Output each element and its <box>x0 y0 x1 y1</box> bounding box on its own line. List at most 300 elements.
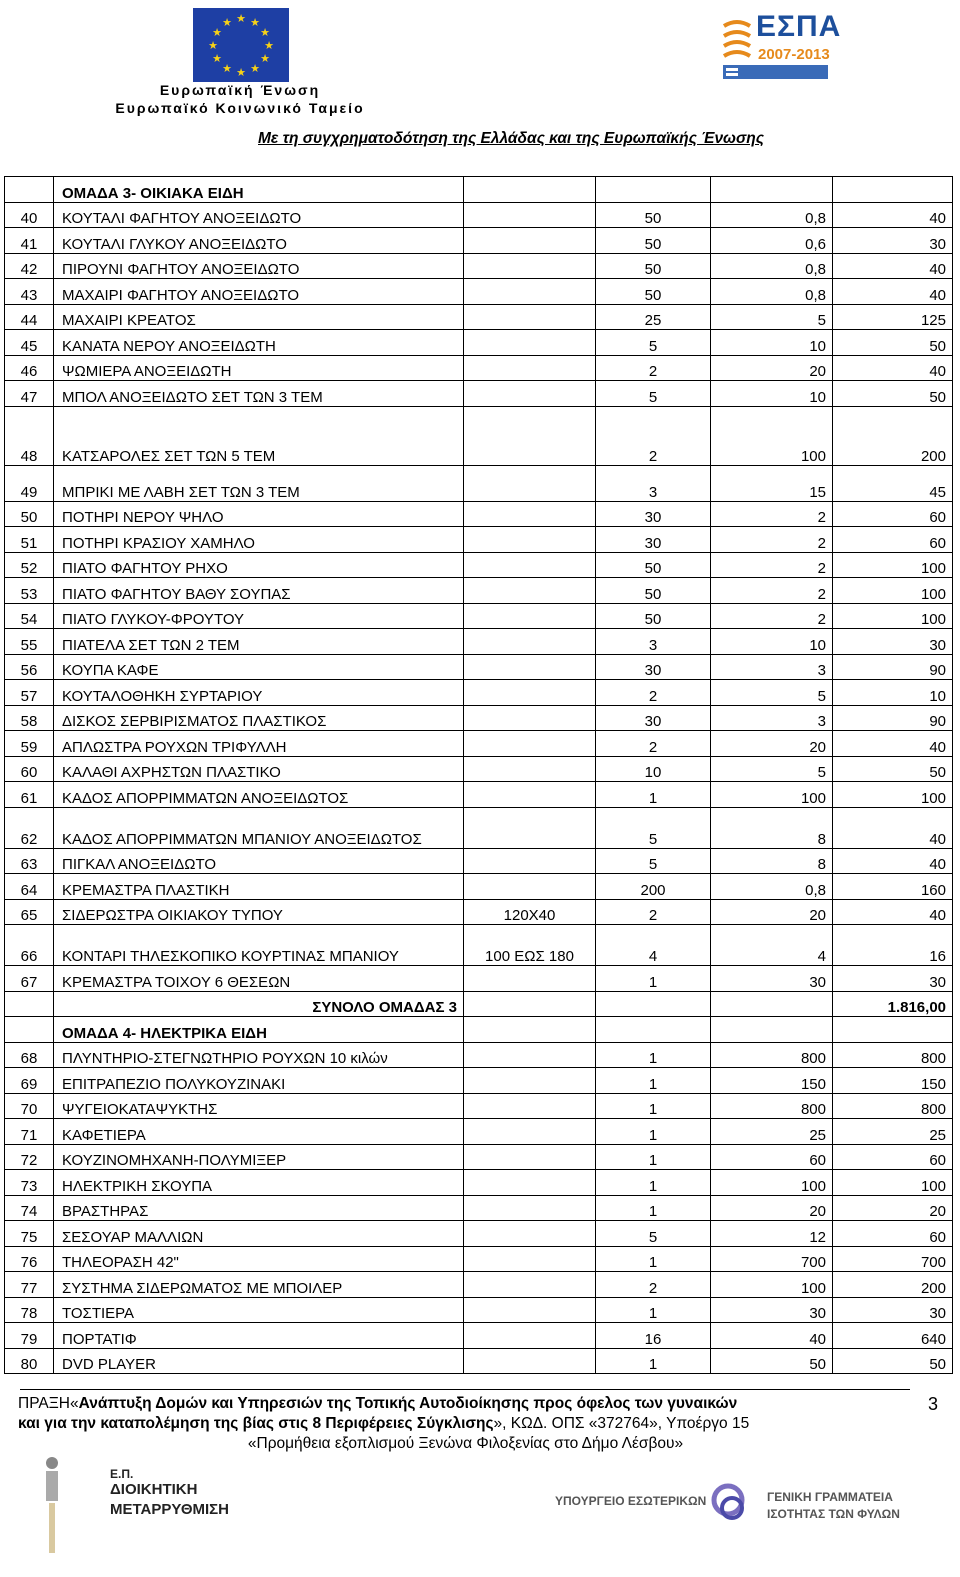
table-row <box>5 966 953 992</box>
item-quantity: 2 <box>596 355 711 381</box>
gender-equality-emblem-icon <box>708 1480 748 1530</box>
item-description: ΠΛΥΝΤΗΡΙΟ-ΣΤΕΓΝΩΤΗΡΙΟ ΡΟΥΧΩΝ 10 κιλών <box>54 1042 464 1068</box>
item-unit-price: 2 <box>711 578 833 604</box>
item-total: 640 <box>833 1323 953 1349</box>
item-number: 50 <box>5 501 54 527</box>
item-total: 50 <box>833 381 953 407</box>
item-number: 46 <box>5 355 54 381</box>
item-spec <box>464 501 596 527</box>
table-row <box>5 1221 953 1247</box>
item-total: 800 <box>833 1042 953 1068</box>
footer-subproject: «Προμήθεια εξοπλισμού Ξενώνα Φιλοξενίας στο Δήμο Λέσβου» <box>247 1435 684 1452</box>
table-row <box>5 1348 953 1374</box>
item-description: ΕΠΙΤΡΑΠΕΖΙΟ ΠΟΛΥΚΟΥΖΙΝΑΚΙ <box>54 1068 464 1094</box>
item-description: ΠΙΡΟΥΝΙ ΦΑΓΗΤΟΥ ΑΝΟΞΕΙΔΩΤΟ <box>54 253 464 279</box>
item-quantity: 1 <box>596 1246 711 1272</box>
item-quantity: 1 <box>596 782 711 808</box>
item-total: 100 <box>833 1170 953 1196</box>
item-spec <box>464 731 596 757</box>
item-description: ΠΙΑΤΟ ΦΑΓΗΤΟΥ ΒΑΘΥ ΣΟΥΠΑΣ <box>54 578 464 604</box>
empty-cell <box>5 991 54 1017</box>
item-number: 48 <box>5 406 54 465</box>
item-description: ΠΙΓΚΑΛ ΑΝΟΞΕΙΔΩΤΟ <box>54 848 464 874</box>
table-row <box>5 1144 953 1170</box>
item-quantity: 3 <box>596 465 711 501</box>
group-total-value: 1.816,00 <box>833 991 953 1017</box>
item-spec <box>464 406 596 465</box>
item-description: ΤΟΣΤΙΕΡΑ <box>54 1297 464 1323</box>
item-total: 25 <box>833 1119 953 1145</box>
item-number: 54 <box>5 603 54 629</box>
item-spec <box>464 355 596 381</box>
item-unit-price: 30 <box>711 966 833 992</box>
item-description: DVD PLAYER <box>54 1348 464 1374</box>
item-unit-price: 30 <box>711 1297 833 1323</box>
item-number: 55 <box>5 629 54 655</box>
item-total: 30 <box>833 228 953 254</box>
svg-text:★: ★ <box>222 62 232 75</box>
item-number: 67 <box>5 966 54 992</box>
item-number: 52 <box>5 552 54 578</box>
item-spec <box>464 1042 596 1068</box>
item-spec <box>464 465 596 501</box>
item-description: ΣΕΣΟΥΑΡ ΜΑΛΛΙΩΝ <box>54 1221 464 1247</box>
item-unit-price: 60 <box>711 1144 833 1170</box>
item-description: ΚΑΝΑΤΑ ΝΕΡΟΥ ΑΝΟΞΕΙΔΩΤΗ <box>54 330 464 356</box>
item-spec <box>464 578 596 604</box>
item-spec <box>464 552 596 578</box>
table-row <box>5 756 953 782</box>
item-unit-price: 4 <box>711 925 833 966</box>
table-row <box>5 1042 953 1068</box>
group-header-row <box>5 177 953 203</box>
item-number: 42 <box>5 253 54 279</box>
item-total: 100 <box>833 552 953 578</box>
footer-text <box>18 1394 913 1454</box>
item-description: ΚΑΔΟΣ ΑΠΟΡΡΙΜΜΑΤΩΝ ΑΝΟΞΕΙΔΩΤΟΣ <box>54 782 464 808</box>
item-spec <box>464 1221 596 1247</box>
svg-text:★: ★ <box>236 66 246 79</box>
item-unit-price: 12 <box>711 1221 833 1247</box>
item-unit-price: 5 <box>711 756 833 782</box>
item-quantity: 2 <box>596 731 711 757</box>
item-total: 150 <box>833 1068 953 1094</box>
table-row <box>5 1297 953 1323</box>
item-spec <box>464 1144 596 1170</box>
item-unit-price: 2 <box>711 527 833 553</box>
espa-bar <box>723 65 828 79</box>
item-spec <box>464 1068 596 1094</box>
person-figure-icon <box>38 1455 66 1555</box>
item-quantity: 30 <box>596 527 711 553</box>
table-row <box>5 629 953 655</box>
table-row <box>5 1068 953 1094</box>
item-description: ΠΙΑΤΕΛΑ ΣΕΤ ΤΩΝ 2 ΤΕΜ <box>54 629 464 655</box>
empty-cell <box>464 991 596 1017</box>
table-row <box>5 874 953 900</box>
item-unit-price: 10 <box>711 330 833 356</box>
item-unit-price: 20 <box>711 1195 833 1221</box>
item-quantity: 5 <box>596 1221 711 1247</box>
item-quantity: 3 <box>596 629 711 655</box>
item-number: 73 <box>5 1170 54 1196</box>
item-total: 20 <box>833 1195 953 1221</box>
item-total: 90 <box>833 705 953 731</box>
item-quantity: 1 <box>596 966 711 992</box>
svg-text:★: ★ <box>208 39 218 52</box>
item-total: 100 <box>833 782 953 808</box>
group-title: ΟΜΑΔΑ 4- ΗΛΕΚΤΡΙΚΑ ΕΙΔΗ <box>54 1017 464 1043</box>
item-spec <box>464 1297 596 1323</box>
empty-cell <box>711 991 833 1017</box>
item-unit-price: 8 <box>711 807 833 848</box>
item-number: 80 <box>5 1348 54 1374</box>
empty-cell <box>833 177 953 203</box>
item-total: 40 <box>833 899 953 925</box>
table-row <box>5 807 953 848</box>
item-unit-price: 100 <box>711 406 833 465</box>
item-description: ΚΑΛΑΘΙ ΑΧΡΗΣΤΩΝ ΠΛΑΣΤΙΚΟ <box>54 756 464 782</box>
item-unit-price: 150 <box>711 1068 833 1094</box>
footer-line-1 <box>18 1394 913 1414</box>
item-unit-price: 0,8 <box>711 279 833 305</box>
item-total: 60 <box>833 1221 953 1247</box>
item-quantity: 30 <box>596 705 711 731</box>
item-unit-price: 20 <box>711 731 833 757</box>
item-number: 58 <box>5 705 54 731</box>
item-spec <box>464 966 596 992</box>
espa-wave-icon <box>720 16 754 60</box>
item-unit-price: 40 <box>711 1323 833 1349</box>
table-row <box>5 501 953 527</box>
table-row <box>5 848 953 874</box>
footer-prefix: ΠΡΑΞΗ« <box>18 1395 79 1412</box>
item-spec <box>464 228 596 254</box>
item-unit-price: 100 <box>711 1170 833 1196</box>
item-quantity: 200 <box>596 874 711 900</box>
item-spec <box>464 1195 596 1221</box>
item-total: 60 <box>833 1144 953 1170</box>
item-total: 90 <box>833 654 953 680</box>
table-row <box>5 279 953 305</box>
item-quantity: 2 <box>596 406 711 465</box>
item-quantity: 2 <box>596 680 711 706</box>
svg-text:★: ★ <box>212 52 222 65</box>
item-quantity: 50 <box>596 202 711 228</box>
empty-cell <box>711 177 833 203</box>
svg-text:★: ★ <box>212 26 222 39</box>
espa-title: ΕΣΠΑ <box>756 10 842 43</box>
espa-logo <box>718 10 842 90</box>
item-quantity: 50 <box>596 552 711 578</box>
item-spec: 120Χ40 <box>464 899 596 925</box>
item-description: ΜΑΧΑΙΡΙ ΚΡΕΑΤΟΣ <box>54 304 464 330</box>
item-unit-price: 2 <box>711 501 833 527</box>
item-total: 40 <box>833 253 953 279</box>
item-number: 44 <box>5 304 54 330</box>
admin-reform-logo <box>38 1455 229 1565</box>
footer-project-title-2: και για την καταπολέμηση της βίας στις 8 Περιφέρειες Σύγκλισης <box>18 1415 494 1432</box>
item-total: 40 <box>833 355 953 381</box>
item-unit-price: 3 <box>711 654 833 680</box>
item-description: ΒΡΑΣΤΗΡΑΣ <box>54 1195 464 1221</box>
item-total: 200 <box>833 1272 953 1298</box>
item-number: 76 <box>5 1246 54 1272</box>
item-description: ΑΠΛΩΣΤΡΑ ΡΟΥΧΩΝ ΤΡΙΦΥΛΛΗ <box>54 731 464 757</box>
empty-cell <box>596 1017 711 1043</box>
empty-cell <box>596 177 711 203</box>
item-spec <box>464 782 596 808</box>
item-description: ΠΙΑΤΟ ΓΛΥΚΟΥ-ΦΡΟΥΤΟΥ <box>54 603 464 629</box>
table-row <box>5 1119 953 1145</box>
eu-union-label: Ευρωπαϊκή Ένωση <box>159 82 321 98</box>
item-description: ΚΟΥΤΑΛΙ ΦΑΓΗΤΟΥ ΑΝΟΞΕΙΔΩΤΟ <box>54 202 464 228</box>
group-title: ΟΜΑΔΑ 3- ΟΙΚΙΑΚΑ ΕΙΔΗ <box>54 177 464 203</box>
item-quantity: 1 <box>596 1119 711 1145</box>
item-description: ΠΟΤΗΡΙ ΝΕΡΟΥ ΨΗΛΟ <box>54 501 464 527</box>
item-quantity: 30 <box>596 501 711 527</box>
item-number: 68 <box>5 1042 54 1068</box>
item-total: 60 <box>833 501 953 527</box>
item-unit-price: 0,8 <box>711 874 833 900</box>
eu-flag-logo <box>193 8 289 82</box>
item-number: 65 <box>5 899 54 925</box>
item-number: 69 <box>5 1068 54 1094</box>
item-description: ΜΠΟΛ ΑΝΟΞΕΙΔΩΤΟ ΣΕΤ ΤΩΝ 3 ΤΕΜ <box>54 381 464 407</box>
footer-rule <box>20 1389 910 1390</box>
item-unit-price: 5 <box>711 304 833 330</box>
item-number: 40 <box>5 202 54 228</box>
item-number: 64 <box>5 874 54 900</box>
table-row <box>5 381 953 407</box>
item-spec <box>464 381 596 407</box>
item-description: ΣΙΔΕΡΩΣΤΡΑ ΟΙΚΙΑΚΟΥ ΤΥΠΟΥ <box>54 899 464 925</box>
item-quantity: 1 <box>596 1093 711 1119</box>
item-spec <box>464 1246 596 1272</box>
item-total: 45 <box>833 465 953 501</box>
table-row <box>5 1170 953 1196</box>
item-description: ΤΗΛΕΟΡΑΣΗ 42" <box>54 1246 464 1272</box>
item-description: ΜΠΡΙΚΙ ΜΕ ΛΑΒΗ ΣΕΤ ΤΩΝ 3 ΤΕΜ <box>54 465 464 501</box>
table-row <box>5 705 953 731</box>
empty-cell <box>464 177 596 203</box>
item-number: 49 <box>5 465 54 501</box>
empty-cell <box>711 1017 833 1043</box>
item-description: ΠΙΑΤΟ ΦΑΓΗΤΟΥ ΡΗΧΟ <box>54 552 464 578</box>
svg-text:★: ★ <box>250 62 260 75</box>
item-unit-price: 100 <box>711 1272 833 1298</box>
item-spec <box>464 874 596 900</box>
item-spec <box>464 654 596 680</box>
table-row <box>5 1272 953 1298</box>
item-number: 59 <box>5 731 54 757</box>
table-row <box>5 1093 953 1119</box>
item-number: 71 <box>5 1119 54 1145</box>
item-description: ΚΟΥΠΑ ΚΑΦΕ <box>54 654 464 680</box>
item-description: ΠΟΤΗΡΙ ΚΡΑΣΙΟΥ ΧΑΜΗΛΟ <box>54 527 464 553</box>
item-spec <box>464 1093 596 1119</box>
table-row <box>5 1323 953 1349</box>
item-description: ΚΟΥΤΑΛΟΘΗΚΗ ΣΥΡΤΑΡΙΟΥ <box>54 680 464 706</box>
item-spec <box>464 603 596 629</box>
item-total: 700 <box>833 1246 953 1272</box>
item-unit-price: 0,6 <box>711 228 833 254</box>
item-spec <box>464 279 596 305</box>
item-total: 50 <box>833 1348 953 1374</box>
item-quantity: 1 <box>596 1170 711 1196</box>
item-description: ΚΟΥΤΑΛΙ ΓΛΥΚΟΥ ΑΝΟΞΕΙΔΩΤΟ <box>54 228 464 254</box>
item-total: 100 <box>833 603 953 629</box>
gender-equality-logo-line2: ΙΣΟΤΗΤΑΣ ΤΩΝ ΦΥΛΩΝ <box>767 1507 900 1521</box>
table-row <box>5 782 953 808</box>
item-number: 72 <box>5 1144 54 1170</box>
table-row <box>5 654 953 680</box>
item-description: ΣΥΣΤΗΜΑ ΣΙΔΕΡΩΜΑΤΟΣ ΜΕ ΜΠΟΙΛΕΡ <box>54 1272 464 1298</box>
item-total: 50 <box>833 756 953 782</box>
group-total-row <box>5 991 953 1017</box>
item-quantity: 25 <box>596 304 711 330</box>
item-description: ΚΟΥΖΙΝΟΜΗΧΑΝΗ-ΠΟΛΥΜΙΞΕΡ <box>54 1144 464 1170</box>
item-unit-price: 800 <box>711 1093 833 1119</box>
item-unit-price: 10 <box>711 381 833 407</box>
item-number: 66 <box>5 925 54 966</box>
empty-cell <box>833 1017 953 1043</box>
svg-text:★: ★ <box>260 52 270 65</box>
svg-text:★: ★ <box>264 39 274 52</box>
item-total: 16 <box>833 925 953 966</box>
item-quantity: 1 <box>596 1348 711 1374</box>
svg-text:★: ★ <box>250 16 260 29</box>
item-spec <box>464 705 596 731</box>
item-total: 40 <box>833 202 953 228</box>
item-description: ΔΙΣΚΟΣ ΣΕΡΒΙΡΙΣΜΑΤΟΣ ΠΛΑΣΤΙΚΟΣ <box>54 705 464 731</box>
item-total: 800 <box>833 1093 953 1119</box>
svg-text:★: ★ <box>222 16 232 29</box>
table-row <box>5 603 953 629</box>
item-unit-price: 20 <box>711 355 833 381</box>
logo-ep-label: Ε.Π. <box>110 1467 134 1481</box>
ministry-interior-logo: ΥΠΟΥΡΓΕΙΟ ΕΣΩΤΕΡΙΚΩΝ <box>555 1494 707 1508</box>
empty-cell <box>464 1017 596 1043</box>
item-description: ΨΥΓΕΙΟΚΑΤΑΨΥΚΤΗΣ <box>54 1093 464 1119</box>
item-total: 30 <box>833 629 953 655</box>
item-unit-price: 100 <box>711 782 833 808</box>
item-quantity: 50 <box>596 279 711 305</box>
item-quantity: 16 <box>596 1323 711 1349</box>
item-number: 45 <box>5 330 54 356</box>
item-total: 100 <box>833 578 953 604</box>
item-spec <box>464 1119 596 1145</box>
item-description: ΗΛΕΚΤΡΙΚΗ ΣΚΟΥΠΑ <box>54 1170 464 1196</box>
table-row <box>5 253 953 279</box>
table-row <box>5 1246 953 1272</box>
item-description: ΚΟΝΤΑΡΙ ΤΗΛΕΣΚΟΠΙΚΟ ΚΟΥΡΤΙΝΑΣ ΜΠΑΝΙΟΥ <box>54 925 464 966</box>
item-spec <box>464 1348 596 1374</box>
item-number: 62 <box>5 807 54 848</box>
item-total: 200 <box>833 406 953 465</box>
item-number: 60 <box>5 756 54 782</box>
item-number: 47 <box>5 381 54 407</box>
item-total: 30 <box>833 966 953 992</box>
logo-dio-label: ΔΙΟΙΚΗΤΙΚΗ <box>110 1481 198 1498</box>
item-number: 61 <box>5 782 54 808</box>
item-quantity: 5 <box>596 330 711 356</box>
item-total: 125 <box>833 304 953 330</box>
table-row <box>5 578 953 604</box>
table-row <box>5 552 953 578</box>
item-spec <box>464 202 596 228</box>
item-number: 75 <box>5 1221 54 1247</box>
item-spec <box>464 1323 596 1349</box>
table-row <box>5 680 953 706</box>
item-total: 50 <box>833 330 953 356</box>
item-spec <box>464 527 596 553</box>
item-description: ΚΑΦΕΤΙΕΡΑ <box>54 1119 464 1145</box>
table-row <box>5 899 953 925</box>
item-description: ΚΑΔΟΣ ΑΠΟΡΡΙΜΜΑΤΩΝ ΜΠΑΝΙΟΥ ΑΝΟΞΕΙΔΩΤΟΣ <box>54 807 464 848</box>
item-quantity: 5 <box>596 381 711 407</box>
gender-equality-logo-line1: ΓΕΝΙΚΗ ΓΡΑΜΜΑΤΕΙΑ <box>767 1490 893 1504</box>
item-number: 43 <box>5 279 54 305</box>
item-total: 60 <box>833 527 953 553</box>
item-description: ΚΡΕΜΑΣΤΡΑ ΠΛΑΣΤΙΚΗ <box>54 874 464 900</box>
item-unit-price: 2 <box>711 603 833 629</box>
item-total: 160 <box>833 874 953 900</box>
eu-social-fund-label: Ευρωπαϊκό Κοινωνικό Ταμείο <box>115 100 365 116</box>
table-row <box>5 925 953 966</box>
item-unit-price: 3 <box>711 705 833 731</box>
item-quantity: 1 <box>596 1195 711 1221</box>
footer-code: », ΚΩΔ. ΟΠΣ «372764», Υποέργο 15 <box>493 1415 750 1432</box>
table-row <box>5 228 953 254</box>
item-spec <box>464 680 596 706</box>
item-quantity: 50 <box>596 253 711 279</box>
item-number: 79 <box>5 1323 54 1349</box>
item-quantity: 2 <box>596 1272 711 1298</box>
item-number: 53 <box>5 578 54 604</box>
item-quantity: 50 <box>596 603 711 629</box>
item-quantity: 30 <box>596 654 711 680</box>
item-quantity: 5 <box>596 807 711 848</box>
item-total: 40 <box>833 848 953 874</box>
group-header-row <box>5 1017 953 1043</box>
item-spec: 100 ΕΩΣ 180 <box>464 925 596 966</box>
item-quantity: 4 <box>596 925 711 966</box>
table-row <box>5 527 953 553</box>
item-unit-price: 50 <box>711 1348 833 1374</box>
item-spec <box>464 756 596 782</box>
item-unit-price: 2 <box>711 552 833 578</box>
item-total: 40 <box>833 279 953 305</box>
item-total: 10 <box>833 680 953 706</box>
table-row <box>5 731 953 757</box>
item-unit-price: 20 <box>711 899 833 925</box>
table-row <box>5 202 953 228</box>
item-number: 77 <box>5 1272 54 1298</box>
item-unit-price: 5 <box>711 680 833 706</box>
item-spec <box>464 1170 596 1196</box>
espa-years: 2007-2013 <box>758 46 830 63</box>
item-unit-price: 700 <box>711 1246 833 1272</box>
table-row <box>5 355 953 381</box>
table-row <box>5 304 953 330</box>
table-row <box>5 330 953 356</box>
item-quantity: 1 <box>596 1042 711 1068</box>
item-spec <box>464 304 596 330</box>
items-table <box>4 176 953 1374</box>
item-total: 40 <box>833 807 953 848</box>
logo-met-label: ΜΕΤΑΡΡΥΘΜΙΣΗ <box>110 1501 229 1518</box>
